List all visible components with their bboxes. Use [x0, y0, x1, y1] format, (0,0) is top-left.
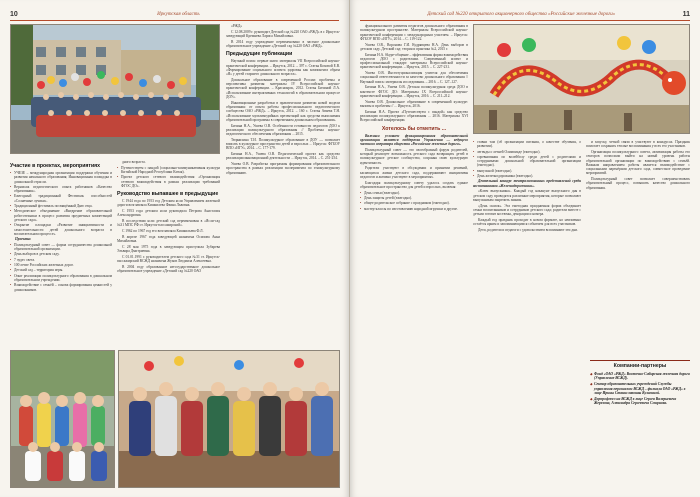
- text-paragraph: Благодаря поликультурному совету удалось создать единое образовательное пространство для детей и взрослых, включая:: [360, 180, 468, 190]
- text-paragraph: дного возраста.: [122, 160, 146, 164]
- list-item: • Взаимодействие с семьёй – основа формирования ценностей у дошкольников.: [10, 283, 112, 292]
- right-header-title: Детский сад №220 открытого акционерного общества «Российские железные дороги»: [427, 11, 616, 17]
- festival-photo: [473, 24, 690, 134]
- left-top-right-column: [226, 24, 340, 344]
- right-page: [350, 0, 700, 497]
- list-item: • Детский сад – территория игры.: [10, 268, 112, 272]
- list-item: • Путешествуем с пандой (социально-коммуникативная культура Китайской Народной Республики Китая).: [117, 166, 220, 175]
- text-paragraph: Дошкольное образование в современной России: проблемы и перспективы развития: материалы IV Всероссийской научно-практической конференции. – Красноярск, 2012. Статья Бичиной Л.А. «Использование интерактивных технологий в образовательном процессе ДОУ».: [226, 77, 340, 100]
- list-item: • Опыт реализации поликультурного образования в дошкольном образовательном учреждении.: [10, 274, 112, 283]
- events-list-col2: [473, 140, 581, 178]
- text-paragraph: Бичина Н.А. Skype-общение – эффективная форма взаимодействия педагогов ДОО с родителями. Современный аспект и профессиональный стандарт: материалы Всероссийской научно-практической конференции. – Иркутск, 2015. – С. 227-231.: [360, 52, 468, 70]
- partners-list: [590, 372, 690, 406]
- kids-group-photo: [10, 350, 115, 488]
- text-paragraph: Бичина Н.А., Ушева О.В. Детская поликультурная среда ДОО в контексте ФГОС ДО: Материалы IX Всероссийской научно-практической конференции. – Иркутск, 2016. – С. 211–212.: [360, 85, 468, 99]
- list-item: • День выборов в детском саду.: [10, 252, 112, 256]
- partner-item: ◆ Дорпрофжел на ВСЖД в лице Сергея Валерьевича Жерехова, Александра Сергеевича Смирнова.: [590, 397, 690, 406]
- text-paragraph: «РЖД»: [231, 24, 243, 28]
- right-page-header: [360, 8, 690, 20]
- festival-photo-image: [474, 25, 690, 134]
- projects-subheading: Проекты:: [15, 237, 32, 242]
- highlight-paragraph: Деятельный конкурс театрализованных представлений среди воспитанников «Железнодорожники».: [473, 179, 581, 188]
- list-item: • мастер-классы по изготовлению народной игрушки и другие.: [360, 207, 468, 211]
- events-list: [10, 171, 112, 236]
- list-item: • Проект детского сетевого взаимодействия «Организация сетевого взаимодействия в рамках реализации требований ФГОС ДО».: [117, 175, 220, 188]
- text-paragraph: «Ключ выпускника». Каждый год накануне выпускного дня в детском саду проводятся различные мероприятия, которые позволяют выпускникам закрепить знания.: [473, 189, 581, 202]
- text-paragraph: С 1962 по 1967 год его возглавляла Кишкильева Ф.Л.: [122, 229, 204, 234]
- list-item: • соревнования по волейболу среди детей с родителями и сотрудниками дошкольной образовательной организации (ежегодно).: [473, 155, 581, 168]
- section-heading-publications: Предыдущие публикации: [226, 51, 293, 58]
- list-item: • Поликультурный совет — форма сотрудничества дошкольной образовательной организации.: [10, 243, 112, 252]
- list-item: • легенды о летней Олимпиаде (ежегодно).: [473, 150, 581, 154]
- text-paragraph: Бичина Н.А. Проект «Путешествуем с пандой» как средство реализации поликультурного образования ... 2016. Материалы XVI Всероссийской конференции.: [360, 109, 468, 123]
- section-heading-leadership: Руководство выпавшее в предыдущие: [117, 191, 219, 198]
- text-paragraph: Бичина Н.А., Ушева О.В. Особенности готовности педагогов ДОО к реализации поликультурного образования // Проблемы научно-педагогического обеспечения образования ... 2015.: [226, 123, 340, 137]
- list-item: • общее родительское собрание с праздником (ежегодно).: [360, 201, 468, 205]
- group-photo-image: [11, 25, 220, 154]
- page-number-right: 11: [682, 10, 690, 18]
- bottom-mid-list: [117, 166, 220, 188]
- section-heading-notes: Хотелось бы отметить ...: [381, 125, 447, 132]
- left-bottom-left-column: [10, 160, 112, 340]
- left-bottom-mid-column: [117, 160, 220, 340]
- text-paragraph: Каждый год праздник проходит в новом формате, но неизменно остаётся ярким и запоминающимся событием для всех участников.: [473, 217, 581, 227]
- text-paragraph: С 01.01.1991 г. руководителем детского сада №31 ст. Иркутск-пассажирский ВСЖД назначена Жуков Людмила Алексеевна.: [117, 254, 220, 264]
- text-paragraph: В последствии ясли детский сад переименован в «Ясли-сад №31 МПС РФ ст. Иркутск-пассажирский».: [117, 219, 220, 228]
- celebration-photo: [118, 350, 340, 488]
- left-page-header: [10, 8, 339, 20]
- text-paragraph: В 2014 году учреждение переименовано в частное дошкольное образовательное учреждение «Детский сад №220 ОАО «РЖД».: [226, 39, 340, 48]
- text-paragraph: Поликультурный совет — это своеобразный форум родителей, который реализует возможность детского сада возвращать детей в поликультурное детское сообщество, сохраняя свою культурную идентичность.: [360, 147, 468, 165]
- text-paragraph: Ушева О.В., Воронова Г.И. Кудрявцева Н.А. День выборов в детском саду. Детский сад: теория и практика №2, 2015 г.: [360, 42, 468, 51]
- lead-paragraph: Важным условием функционирования образовательной организации является поддержка Управления — ведущего частного оператора общества «Российские железные дороги».: [360, 133, 468, 147]
- partner-item: ◆ Сектор образовательных учреждений Службы управления персоналом ВСЖД – филиала ОАО «РЖД» в лице Ирины Станиславовны Кулагиной.: [590, 382, 690, 395]
- section-heading-projects: Участие в проектах, мероприятиях: [10, 163, 101, 169]
- events-list-right: [360, 191, 468, 211]
- header-divider-right: [360, 20, 690, 21]
- right-col-3: [586, 140, 690, 355]
- list-item: • День семьи (ежегодно).: [360, 191, 468, 195]
- text-paragraph: Бичина Н.А., Ушева О.В. Педагогический проект как средство реализации инновационной деятельности ... Иркутск, 2014. – С. 251-254.: [226, 152, 340, 161]
- list-item: • ставки там (об организации питания, о качестве обучения, о развитии).: [473, 140, 581, 149]
- list-item: • выпускной (ежегодно).: [473, 169, 581, 173]
- text-paragraph: функционального развития педагогов дошкольного образования в поликультурном пространстве. Материалы Всероссийской научно-практической конференции с международным участием. – Иркутск: ФГБОУ ВПО «ИГУ», 2014. – С. 119-122.: [360, 24, 468, 41]
- list-item: • 7 чудес света.: [10, 258, 112, 262]
- text-paragraph: С 1944 года по 1953 год Детским ясли Управлением железной дороги возглавляла Кишкилева Фаина Львовна.: [117, 199, 220, 208]
- text-paragraph: В апреле 1967 года заведующей назначена Осипова Анна Михайловна.: [117, 234, 220, 244]
- list-item: • Ежегодный традиционный Фестиваль способностей «Солнечные лучики».: [10, 194, 112, 203]
- right-col-2: [473, 140, 581, 488]
- partner-item: ◆ Фонд «ОАО «РЖД» Восточно-Сибирская железная дорога (Управление ВСЖД).: [590, 372, 690, 381]
- projects-list: [10, 243, 112, 292]
- text-paragraph: и запуску, четкой связи в участвуют в конкурсах. Праздник помогает сохранять теплые воспоминания у всех его участников.: [586, 140, 690, 149]
- text-paragraph: Научный поиск: первые шаги: материалы VII Всероссийской научно-практической конференции. – Иркутск, 2012. – 397 с. Статья Коховой Е.В. «Формирование социального аспекта здоровья как компонента образа «Я» у детей старшего дошкольного возраста».: [226, 59, 340, 77]
- text-paragraph: С 28 мая 1975 года в заведующим приступила Зубарева Эльвира Дмитриевна.: [117, 244, 220, 254]
- text-paragraph: С 1953 года детским ясли руководила Петрова Анастасия Александровна.: [117, 209, 220, 218]
- page-number-left: 10: [10, 10, 18, 18]
- text-paragraph: С 12.08.2009 г. руководит Детской сад №220 ОАО «РЖД» в г. Иркутск-заведующий Кремнева Лариса Михайловна.: [226, 29, 340, 38]
- right-col-1: [360, 24, 468, 489]
- partners-section: [590, 360, 690, 407]
- text-paragraph: Инновационные разработки в практическом развитии новой модели образования: от опыта работы профессионального педагогического сообщества ОАО «РЖД». – Иркутск, 2012. – 160 с. Статья Аваева Т.Н. «Использование мультимедийных презентаций как средства выполнения образовательной программы в современном дошкольном образовании».: [226, 100, 340, 122]
- list-item: • Открытие площадки «Развитие инициативности и самостоятельности детей дошкольного возраста в воспитательном процессе».: [10, 223, 112, 236]
- list-item: • Вернисаж педагогического опыта работников «Качество образования».: [10, 185, 112, 194]
- partners-title: Компании-партнеры: [613, 363, 667, 369]
- list-item: • Традиционный фестиваль посвящённый Дню отца.: [10, 204, 112, 208]
- text-paragraph: Тюрнихина Т.И. Поликультурное образование в ДОУ — позволяет вписать в культурное пространство детей и взрослых ... Иркутск: ФГБОУ ВПО «ИГУ», 2014. – С. 177-179.: [226, 137, 340, 151]
- text-paragraph: Организация поликультурного совета, активизация работы его секторов позволили выйти на новый уровень работы образовательной организации по взаимодействию с семьёй. Важным направлением работы является взаимодействие с социальными партнёрами детского сада, совместное проведение мероприятий.: [586, 149, 690, 176]
- left-header-title: Иркутская область: [157, 11, 200, 17]
- list-item: • Методическое объединение «Внедрение образовательной робототехники в процесс развития предметных компетенций детского сада».: [10, 209, 112, 222]
- celebration-photo-image: [119, 351, 340, 488]
- kids-photo-image: [11, 351, 115, 488]
- text-paragraph: Поликультурный совет позволяет совершенствовать образовательный процесс, повышать качество дошкольного образования.: [586, 177, 690, 190]
- text-paragraph: Дети, родители и педагоги с удовольствием вспоминают эти дни.: [478, 227, 578, 232]
- text-paragraph: «День сказок». Эта ежегодная праздничная форма объединяет семьи воспитанников и сотрудников детского сада; родители вместе с детьми готовят костюмы, декорации и номера.: [473, 203, 581, 217]
- group-photo-balloons: [10, 24, 220, 154]
- text-paragraph: Ушева О.В. Разработка программы формирования образовательного пространства в рамках реализации эксперимента по этнокультурному образованию.: [226, 162, 340, 175]
- header-divider-left: [10, 20, 339, 21]
- text-paragraph: Ушева О.В. Институционализация учителя для обеспечения социальной ответственности за качество дошкольного образования // Научный поиск: материалы исследования. – 2016. – С. 127–127.: [360, 71, 468, 84]
- text-paragraph: В 2004 году образованное негосударственное дошкольное образовательное учреждение «Детский сад №220 ОАО: [117, 264, 220, 274]
- text-paragraph: Родители участвуют в обсуждении и принятии решений, касающихся жизни детского сада, поддерживают инициативы педагогов и активно участвуют в мероприятиях.: [360, 166, 468, 180]
- list-item: • УЧЕЗЕ – международная организация поддержки обучения и развития начального образования; Инновационная площадка в дошкольной отрасли.: [10, 171, 112, 184]
- list-item: • День защиты детей (ежегодно).: [360, 196, 468, 200]
- list-item: • 100 летие Российских железных дорог.: [10, 263, 112, 267]
- text-paragraph: Ушева О.В. Дошкольное образование в современной культуре: вызовы и проблемы // ... Иркутск, 2016.: [360, 99, 468, 108]
- list-item: • День железнодорожника (ежегодно).: [473, 174, 581, 178]
